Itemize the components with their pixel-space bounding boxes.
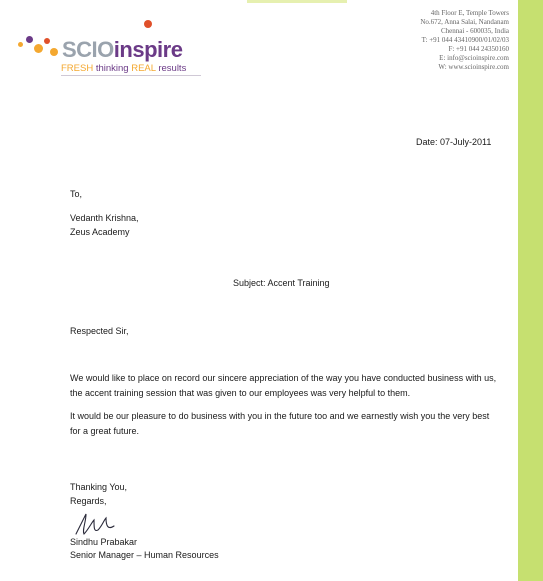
address-fax: F: +91 044 24350160	[448, 45, 509, 53]
address-line: 4th Floor E, Temple Towers	[430, 9, 509, 17]
signer-title: Senior Manager – Human Resources	[70, 550, 219, 560]
company-logo	[14, 18, 214, 78]
top-accent-strip	[247, 0, 347, 3]
tagline-results: results	[158, 63, 187, 74]
logo-scio: SCIO	[62, 37, 114, 62]
recipient-name: Vedanth Krishna,	[70, 213, 139, 223]
address-phone: T: +91 044 43410900/01/02/03	[421, 36, 509, 44]
letter-salutation: Respected Sir,	[70, 326, 129, 336]
logo-tagline	[61, 63, 186, 74]
letter-paragraph-2: It would be our pleasure to do business with you in the future too and we earnestly wish you the very best for a great future.	[70, 411, 490, 436]
tagline-thinking: thinking	[95, 63, 129, 74]
tagline-real: REAL	[131, 63, 156, 74]
logo-inspire: inspire	[113, 37, 183, 62]
letter-subject: Subject: Accent Training	[233, 278, 330, 288]
closing-regards: Regards,	[70, 496, 107, 506]
address-email: E: info@scioinspire.com	[439, 54, 509, 62]
signer-name: Sindhu Prabakar	[70, 537, 138, 547]
logo-dot	[26, 36, 33, 43]
logo-dot	[144, 20, 152, 28]
side-accent-bar	[518, 0, 543, 581]
logo-dot	[44, 38, 50, 44]
address-line: Chennai - 600035, India	[440, 27, 509, 35]
logo-wordmark	[62, 37, 182, 63]
company-address	[420, 9, 509, 72]
letter-paragraph-1: We would like to place on record our sincere appreciation of the way you have conducted business with us, the accent training session that was given to our employees was very helpful to them.	[70, 373, 497, 398]
tagline-rule	[61, 75, 201, 76]
logo-dot	[34, 44, 43, 53]
recipient-organization: Zeus Academy	[70, 227, 130, 237]
letter-date: Date: 07-July-2011	[416, 137, 492, 147]
logo-dot	[50, 48, 58, 56]
handwritten-signature	[70, 508, 130, 540]
letter-to: To,	[70, 189, 83, 199]
address-line: No.672, Anna Salai, Nandanam	[420, 18, 509, 26]
tagline-fresh: FRESH	[61, 63, 94, 74]
closing-thanks: Thanking You,	[70, 482, 128, 492]
address-website: W: www.scioinspire.com	[438, 63, 509, 71]
logo-dot	[18, 42, 23, 47]
